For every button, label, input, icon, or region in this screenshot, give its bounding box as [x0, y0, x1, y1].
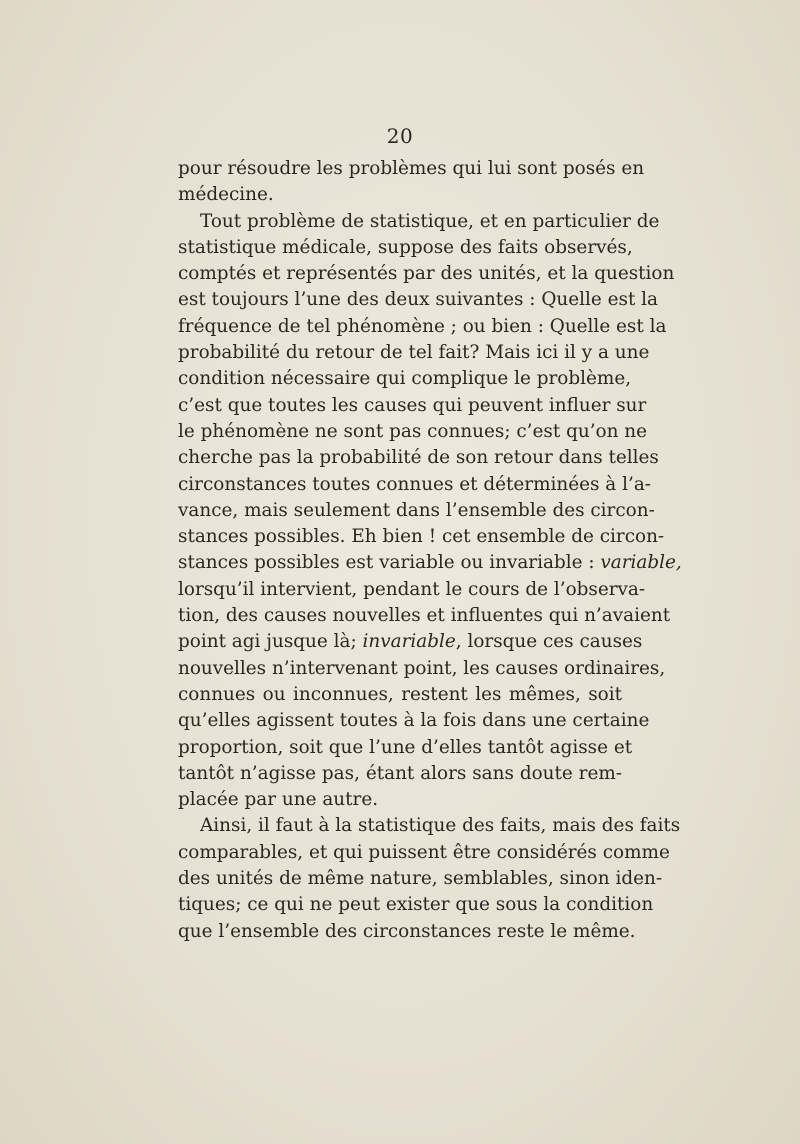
- line-text: lorsqu’il intervient, pendant le cours de l’observa-: [178, 578, 646, 600]
- line-text: est toujours l’une des deux suivantes : Quelle est la: [178, 289, 659, 311]
- line-text: comparables, et qui puissent être considérés comme: [178, 841, 670, 863]
- line-text: c’est que toutes les causes qui peuvent influer sur: [178, 394, 647, 416]
- line-text: tiques; ce qui ne peut exister que sous la condition: [178, 894, 654, 916]
- text-line: [178, 735, 633, 761]
- text-line: [178, 866, 663, 892]
- text-line: [178, 472, 652, 498]
- text-line: [178, 261, 675, 287]
- text-line: [178, 340, 650, 366]
- text-line: [178, 156, 645, 182]
- text-line: [178, 235, 633, 261]
- line-text: connues ou inconnues, restent les mêmes, soit: [178, 683, 622, 705]
- line-text: condition nécessaire qui complique le problème,: [178, 368, 632, 390]
- line-text: stances possibles. Eh bien ! cet ensemble de circon-: [178, 526, 665, 548]
- line-text: pour résoudre les problèmes qui lui sont posés en: [178, 158, 645, 179]
- page-number: 20: [386, 124, 414, 148]
- line-text: des unités de même nature, semblables, sinon iden-: [178, 868, 663, 890]
- text-line: [178, 393, 647, 419]
- line-text: fréquence de tel phénomène ; ou bien : Quelle est la: [178, 315, 667, 337]
- line-text: point agi jusque là;: [178, 631, 357, 653]
- line-italic-text: variable,: [600, 552, 682, 574]
- text-line: [178, 892, 654, 918]
- line-text: stances possibles est variable ou invariable :: [178, 552, 595, 574]
- line-text: tantôt n’agisse pas, étant alors sans doute rem-: [178, 762, 622, 784]
- text-line: [178, 498, 655, 524]
- line-text: le phénomène ne sont pas connues; c’est qu’on ne: [178, 420, 648, 442]
- text-line: [178, 577, 646, 603]
- line-text: tion, des causes nouvelles et influentes qui n’avaient: [178, 605, 671, 627]
- line-text: probabilité du retour de tel fait? Mais ici il y a une: [178, 342, 650, 364]
- text-line: [178, 524, 665, 550]
- text-line: [178, 919, 636, 945]
- text-line: [178, 366, 632, 392]
- text-line: [178, 708, 650, 734]
- line-text: Tout problème de statistique, et en particulier de: [200, 210, 660, 232]
- line-text: cherche pas la probabilité de son retour dans telles: [178, 447, 659, 469]
- line-italic-text: invariable: [362, 631, 456, 653]
- text-line: [178, 787, 622, 813]
- line-text: placée par une autre.: [178, 789, 379, 811]
- text-line: [178, 314, 667, 340]
- text-line: [178, 813, 681, 839]
- line-text: proportion, soit que l’une d’elles tantôt agisse et: [178, 736, 633, 758]
- line-text: Ainsi, il faut à la statistique des faits, mais des faits: [200, 815, 681, 837]
- line-text: nouvelles n’intervenant point, les causes ordinaires,: [178, 657, 666, 679]
- text-line: [178, 287, 659, 313]
- body-text: [178, 156, 682, 945]
- text-line: [178, 445, 659, 471]
- line-text: statistique médicale, suppose des faits observés,: [178, 236, 633, 258]
- line-text: qu’elles agissent toutes à la fois dans une certaine: [178, 710, 650, 732]
- line-text: médecine.: [178, 184, 274, 206]
- line-text: que l’ensemble des circonstances reste le même.: [178, 920, 636, 942]
- text-line: [178, 603, 671, 629]
- text-line: [178, 840, 670, 866]
- text-line: [178, 682, 622, 708]
- line-text: circonstances toutes connues et déterminées à l’a-: [178, 473, 652, 495]
- text-line: [178, 209, 660, 235]
- text-line: [178, 761, 622, 787]
- text-line: [178, 550, 682, 576]
- text-line: [178, 656, 666, 682]
- line-text-continued: , lorsque ces causes: [455, 631, 643, 653]
- text-line: [178, 629, 643, 655]
- line-text: vance, mais seulement dans l’ensemble des circon-: [178, 499, 655, 521]
- line-text: comptés et représentés par des unités, et la question: [178, 263, 675, 285]
- text-line: [178, 182, 622, 208]
- text-line: [178, 419, 648, 445]
